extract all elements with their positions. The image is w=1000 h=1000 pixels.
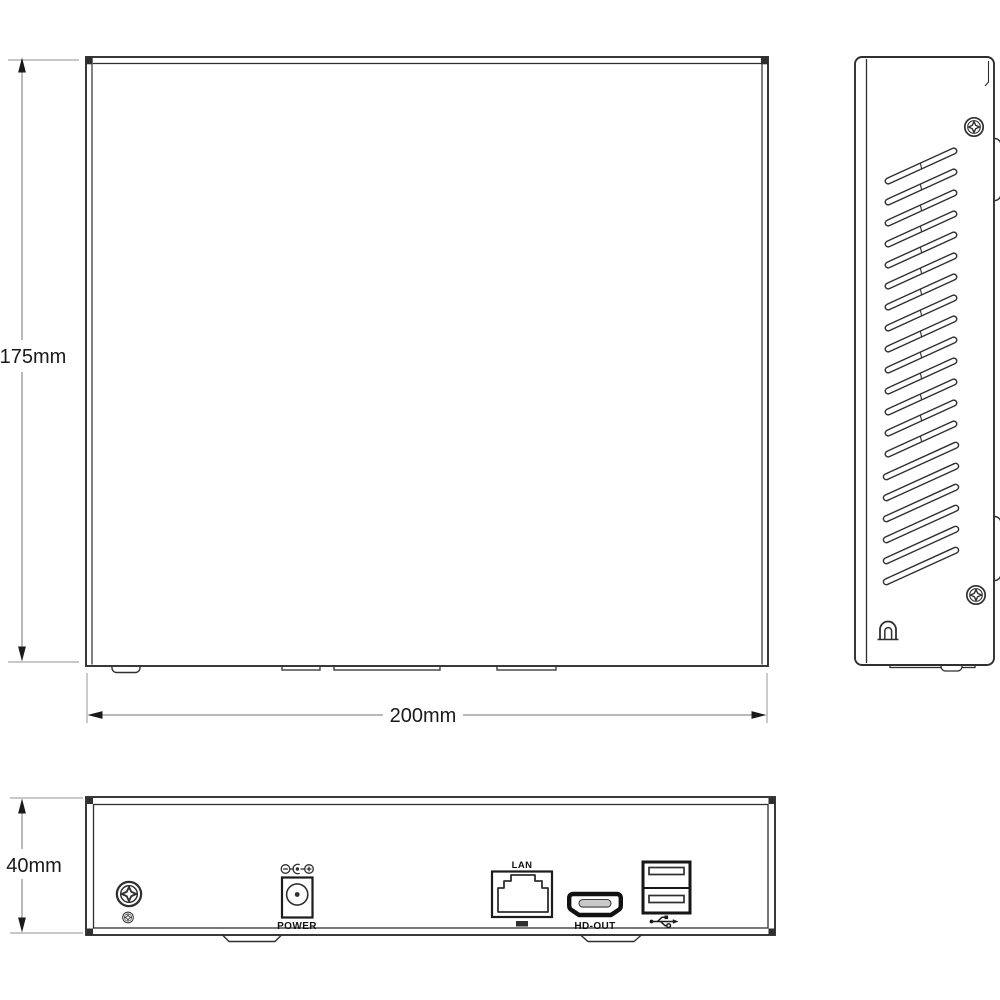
arrow-down-icon <box>18 647 26 662</box>
height-dimension <box>0 58 79 663</box>
arrow-down-icon <box>18 918 26 933</box>
side-view-outline <box>855 57 994 665</box>
lan-port-outline <box>492 872 552 918</box>
top-view-corner-mark-left <box>85 56 92 64</box>
arrow-left-icon <box>88 711 103 719</box>
lan-label: LAN <box>511 860 533 871</box>
hdmi-slot <box>579 900 611 908</box>
side-view <box>855 57 1000 671</box>
arrow-up-icon <box>18 799 26 814</box>
arrow-right-icon <box>752 711 767 719</box>
width-dimension <box>87 673 767 727</box>
top-view-outline <box>86 57 768 666</box>
grounding-screw-icon <box>123 912 134 923</box>
top-view-corner-mark-right <box>761 56 768 64</box>
dc-jack-pin <box>295 892 300 897</box>
width-dimension-label: 200mm <box>389 705 457 727</box>
lan-indicator <box>516 921 528 927</box>
usb-tongue-bottom <box>649 896 684 903</box>
rear-height-dimension-label: 40mm <box>6 855 62 877</box>
side-top-screw-icon <box>965 118 983 136</box>
rear-view <box>86 797 775 942</box>
top-view <box>85 56 768 672</box>
usb-tongue-top <box>649 868 684 875</box>
rear-height-dimension <box>6 798 83 933</box>
power-label: POWER <box>277 921 317 932</box>
hdmi-label: HD-OUT <box>574 921 616 932</box>
hdmi-port <box>569 894 621 932</box>
chassis-screw-icon <box>117 882 141 906</box>
height-dimension-label: 175mm <box>0 346 67 368</box>
side-bottom-screw-icon <box>967 586 985 604</box>
